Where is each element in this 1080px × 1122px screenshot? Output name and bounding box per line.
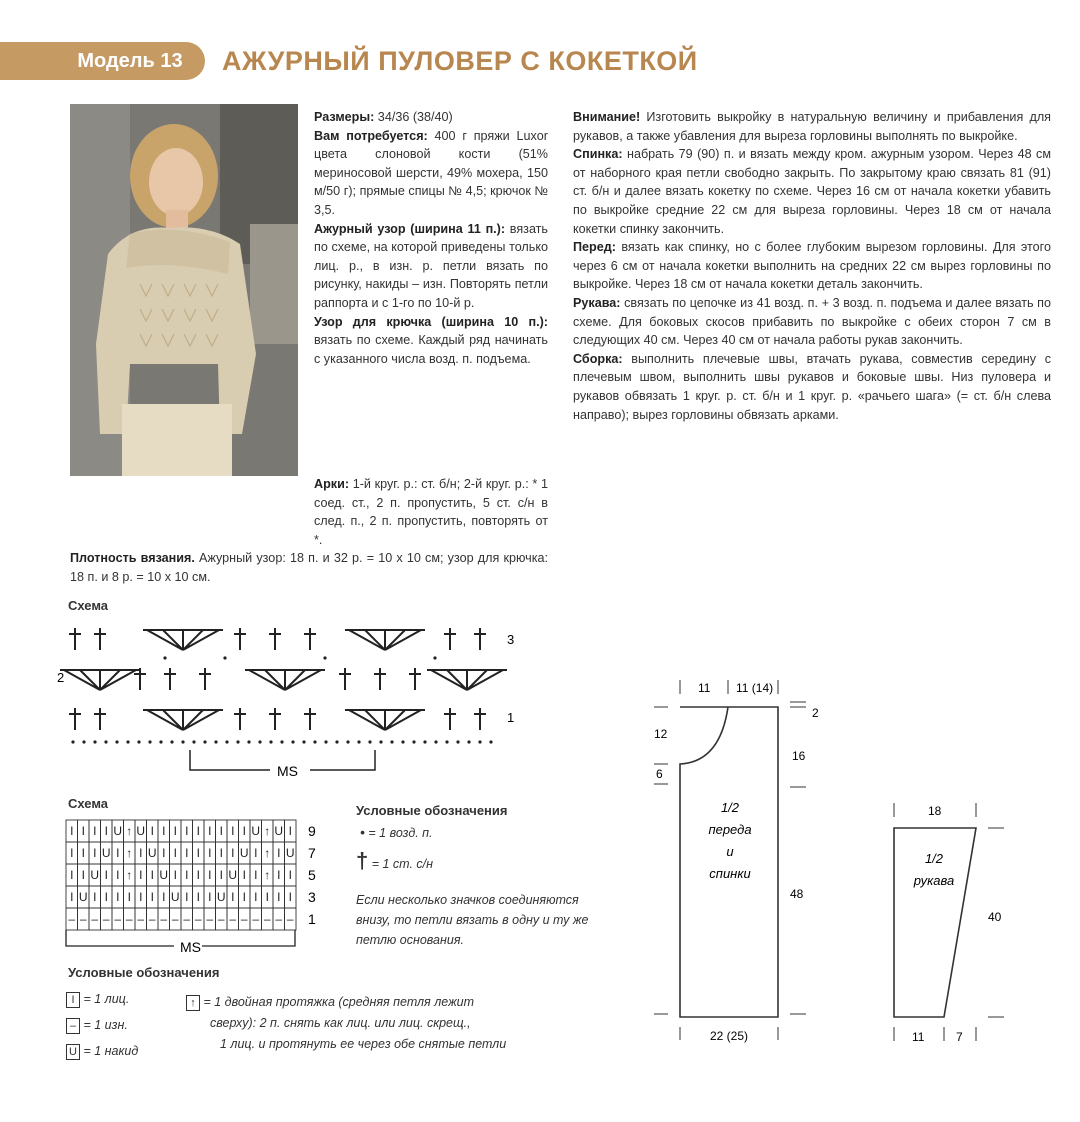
knit-chart-symbol: I — [70, 890, 74, 904]
knit-chart-symbol: – — [68, 912, 76, 926]
density-value: Ажурный узор: 18 п. и 32 р. = 10 х 10 см; узор для крючка: 18 п. и 8 р. = 10 х 10 см. — [70, 551, 548, 584]
header-bar — [0, 42, 58, 80]
knit-chart-symbol: – — [183, 912, 191, 926]
knit-row-7: 7 — [308, 845, 316, 861]
chain-dot-symbol — [192, 740, 195, 743]
chain-dot-symbol — [478, 740, 481, 743]
knit-row-3: 3 — [308, 889, 316, 905]
yarn-over-icon: U — [66, 1044, 80, 1060]
body-label-2: переда — [708, 822, 752, 837]
knit-chart-symbol: I — [254, 868, 258, 882]
chain-dot-symbol — [225, 740, 228, 743]
knit-chart-symbol: ↑ — [126, 846, 133, 860]
fan-stitch-symbol — [245, 670, 325, 690]
chain-dot-symbol — [104, 740, 107, 743]
knit-chart-symbol: I — [254, 846, 258, 860]
knit-stitch-icon: I — [66, 992, 80, 1008]
legend-purl-text: = 1 изн. — [83, 1018, 128, 1032]
legend-yo-row — [66, 1044, 138, 1060]
chain-dot-symbol — [93, 740, 96, 743]
purl-stitch-icon: – — [66, 1018, 80, 1034]
chain-dot-symbol — [236, 740, 239, 743]
double-crochet-symbol — [304, 708, 316, 730]
chain-dot-symbol — [71, 740, 74, 743]
knit-chart-symbol: – — [171, 912, 179, 926]
sleeve-value: связать по цепочке из 41 возд. п. + 3 возд. п. подъема и далее вязать по схеме. Для боковых скосов прибавить по выкройке с обеих сторон 7 см в следующих 40 см. Через 40 см от начала работы рукав закончить. — [573, 295, 1051, 348]
knit-chart-symbol: – — [194, 912, 202, 926]
double-crochet-symbol — [94, 628, 106, 650]
knit-chart-symbol: I — [81, 846, 85, 860]
chain-dot-symbol — [269, 740, 272, 743]
knit-scheme-chart — [62, 818, 332, 958]
knit-chart-symbol: I — [162, 824, 166, 838]
chain-dot-symbol — [82, 740, 85, 743]
knit-chart-symbol: – — [125, 912, 133, 926]
double-crochet-symbol — [94, 708, 106, 730]
fan-stitch-symbol — [143, 710, 223, 730]
knit-chart-symbol: I — [139, 868, 143, 882]
sleeve-pattern — [870, 795, 1020, 1055]
legend-chain-row — [360, 824, 433, 840]
knit-chart-symbol: I — [173, 868, 177, 882]
knit-chart-symbol: I — [185, 868, 189, 882]
knit-chart-symbol: – — [137, 912, 145, 926]
body-pattern — [640, 672, 840, 1052]
knit-chart-symbol: ↑ — [264, 824, 271, 838]
knit-chart-symbol: – — [114, 912, 122, 926]
knit-chart-symbol: ↑ — [126, 868, 133, 882]
sleeve-paragraph — [573, 294, 1051, 350]
sleeve-dim-bottom-left: 11 — [912, 1030, 925, 1044]
sleeve-dim-top: 18 — [928, 804, 942, 818]
knit-chart-symbol: I — [185, 824, 189, 838]
knit-chart-symbol: I — [288, 890, 292, 904]
chain-dot-symbol — [324, 740, 327, 743]
double-crochet-symbol — [134, 668, 146, 690]
assembly-label: Сборка: — [573, 351, 623, 366]
knit-ms-label: MS — [180, 939, 201, 955]
knit-chart-symbol: U — [136, 824, 146, 838]
knit-chart-symbol: I — [288, 824, 292, 838]
legend-decrease-row — [186, 992, 506, 1055]
chain-dot-symbol — [346, 740, 349, 743]
knit-chart-symbol: U — [159, 868, 169, 882]
back-label: Спинка: — [573, 147, 623, 162]
knit-chart-symbol: U — [101, 846, 111, 860]
knit-chart-symbol: I — [208, 890, 212, 904]
knit-chart-symbol: I — [242, 824, 246, 838]
knit-chart-symbol: I — [116, 868, 120, 882]
fan-stitch-symbol — [345, 630, 425, 650]
double-crochet-symbol — [269, 708, 281, 730]
assembly-value: выполнить плечевые швы, втачать рукава, совместив середину с плечевым швом, выполнить швы рукавов и боковые швы. Низ пуловера и рукавов обвязать 1 круг. р. ст. б/н и 1 круг. р. «рачьего шага» (= ст. б/н слева направо); вырез горловины обвязать арками. — [573, 351, 1051, 422]
knit-chart-symbol: U — [78, 890, 88, 904]
double-crochet-symbol-icon: † — [356, 848, 369, 873]
sizes-paragraph — [314, 108, 548, 127]
knit-chart-symbol: U — [239, 846, 249, 860]
chain-dot-symbol — [445, 740, 448, 743]
legend-knit-text: = 1 лиц. — [83, 992, 130, 1006]
knit-chart-symbol: U — [170, 890, 180, 904]
body-dim-2: 2 — [812, 706, 819, 720]
sleeve-label-1: 1/2 — [924, 851, 944, 866]
fan-stitch-symbol — [60, 670, 140, 690]
knit-chart-symbol: I — [150, 890, 154, 904]
body-dim-12: 12 — [654, 727, 668, 741]
arches-paragraph — [70, 475, 548, 549]
knit-chart-symbol: I — [162, 890, 166, 904]
double-crochet-symbol — [69, 708, 81, 730]
knit-chart-symbol: I — [196, 890, 200, 904]
double-crochet-symbol — [444, 628, 456, 650]
knit-chart-symbol: U — [113, 824, 123, 838]
row-label-3: 3 — [507, 632, 515, 647]
knit-chart-symbol: – — [286, 912, 294, 926]
assembly-paragraph — [573, 350, 1051, 424]
knit-chart-symbol: I — [219, 846, 223, 860]
legend-dec-line3: 1 лиц. и протянуть ее через обе снятые петли — [220, 1037, 507, 1051]
double-crochet-symbol — [234, 708, 246, 730]
knit-chart-symbol: I — [265, 890, 269, 904]
chain-dot-symbol — [467, 740, 470, 743]
body-label-1: 1/2 — [720, 800, 740, 815]
double-crochet-symbol — [164, 668, 176, 690]
chain-symbol-icon: • — [360, 824, 365, 840]
sleeve-dim-bottom-right: 7 — [956, 1030, 963, 1044]
front-value: вязать как спинку, но с более глубоким вырезом горловины. Для этого через 6 см от начала кокетки выполнить на средних 22 см вырез горловины по выкройке. Через 18 см от начала кокетки деталь закончить. — [573, 240, 1051, 292]
chain-dot-symbol — [258, 740, 261, 743]
chain-dot-symbol — [159, 740, 162, 743]
knit-chart-symbol: I — [93, 846, 97, 860]
need-paragraph — [314, 127, 548, 220]
attention-value: Изготовить выкройку в натуральную величину и прибавления для рукавов, а также убавления для выреза горловины выполнять по выкройке. — [573, 110, 1051, 143]
knit-chart-symbol: I — [127, 890, 131, 904]
knit-chart-symbol: – — [206, 912, 214, 926]
model-photo — [70, 104, 298, 476]
knit-chart-symbol: I — [231, 846, 235, 860]
page-title: АЖУРНЫЙ ПУЛОВЕР С КОКЕТКОЙ — [222, 46, 698, 76]
body-dim-bottom: 22 (25) — [710, 1029, 749, 1043]
knit-chart-symbol: I — [208, 868, 212, 882]
front-paragraph — [573, 238, 1051, 294]
knit-chart-symbol: U — [216, 890, 226, 904]
chain-dot-symbol — [335, 740, 338, 743]
chain-dot-symbol — [115, 740, 118, 743]
row-label-2: 2 — [57, 670, 65, 685]
knit-chart-symbol: I — [81, 868, 85, 882]
body-dim-48: 48 — [790, 887, 804, 901]
knit-chart-symbol: – — [79, 912, 87, 926]
chain-dot-symbol — [401, 740, 404, 743]
knit-chart-symbol: – — [252, 912, 260, 926]
chain-dot-symbol — [214, 740, 217, 743]
knit-chart-symbol: – — [217, 912, 225, 926]
knit-chart-symbol: – — [275, 912, 283, 926]
knit-chart-symbol: I — [150, 824, 154, 838]
knit-chart-symbol: – — [240, 912, 248, 926]
chain-dot-symbol — [379, 740, 382, 743]
chain-dot-symbol — [412, 740, 415, 743]
knit-chart-symbol: I — [242, 890, 246, 904]
chain-dot-symbol — [390, 740, 393, 743]
body-dim-top-right: 11 (14) — [736, 681, 774, 695]
legend-dc-row — [356, 848, 433, 874]
knit-chart-symbol: I — [104, 890, 108, 904]
knit-chart-symbol: I — [116, 890, 120, 904]
knit-chart-symbol: I — [231, 824, 235, 838]
double-crochet-symbol — [304, 628, 316, 650]
knit-chart-symbol: I — [219, 868, 223, 882]
chain-dot-symbol — [357, 740, 360, 743]
double-decrease-icon: ↑ — [186, 995, 200, 1011]
knit-chart-symbol: I — [162, 846, 166, 860]
crochet-scheme-chart — [55, 618, 525, 783]
chain-dot-symbol — [181, 740, 184, 743]
double-crochet-symbol — [444, 708, 456, 730]
chain-dot-symbol — [323, 656, 326, 659]
knit-chart-symbol: U — [147, 846, 157, 860]
chain-dot-symbol — [423, 740, 426, 743]
row-label-1: 1 — [507, 710, 515, 725]
back-paragraph — [573, 145, 1051, 238]
chain-dot-symbol — [434, 740, 437, 743]
knit-chart-symbol: – — [148, 912, 156, 926]
knit-chart-symbol: U — [274, 824, 284, 838]
knit-chart-symbol: I — [150, 868, 154, 882]
knit-chart-symbol: ↑ — [264, 868, 271, 882]
hook-paragraph — [314, 313, 548, 369]
double-crochet-symbol — [269, 628, 281, 650]
body-outline — [680, 707, 778, 1017]
knit-chart-symbol: I — [288, 868, 292, 882]
body-dim-top-left: 11 — [698, 681, 711, 695]
body-dim-16: 16 — [792, 749, 806, 763]
front-label: Перед: — [573, 240, 616, 255]
ms-label: MS — [277, 763, 298, 779]
lace-value: вязать по схеме, на которой приведены только лиц. р., в изн. р. петли вязать по рисунку, накиды – изн. Повторять петли раппорта и с 1-го по 10-й р. — [314, 221, 548, 310]
knit-chart-symbol: I — [139, 846, 143, 860]
hook-value: вязать по схеме. Каждый ряд начинать с указанного числа возд. п. подъема. — [314, 333, 548, 366]
need-value: 400 г пряжи Luxor цвета слоновой кости (51% мериносовой шерсти, 49% мохера, 150 м/50 г); прямые спицы № 4,5; крючок № 3,5. — [314, 128, 548, 217]
chain-dot-symbol — [203, 740, 206, 743]
knit-chart-symbol: I — [139, 890, 143, 904]
knit-chart-symbol: I — [185, 846, 189, 860]
materials-column — [314, 108, 548, 368]
knit-chart-symbol: I — [208, 824, 212, 838]
sizes-value: 34/36 (38/40) — [374, 110, 453, 124]
chain-dot-symbol — [489, 740, 492, 743]
materials-column-continued — [70, 475, 548, 587]
legend-purl-row — [66, 1018, 128, 1034]
knit-chart-symbol: I — [70, 846, 74, 860]
lace-label: Ажурный узор (ширина 11 п.): — [314, 221, 506, 236]
knit-chart-symbol: I — [104, 824, 108, 838]
chain-dot-symbol — [313, 740, 316, 743]
chain-dot-symbol — [302, 740, 305, 743]
model-photo-illustration — [70, 104, 298, 476]
double-crochet-symbol — [374, 668, 386, 690]
attention-paragraph — [573, 108, 1051, 145]
chain-dot-symbol — [433, 656, 436, 659]
double-crochet-symbol — [474, 708, 486, 730]
legend-dec-line2: сверху): 2 п. снять как лиц. или лиц. скрещ., — [210, 1016, 471, 1030]
chain-dot-symbol — [126, 740, 129, 743]
chain-dot-symbol — [163, 656, 166, 659]
knit-chart-symbol: ↑ — [264, 846, 271, 860]
legend-dc-text: = 1 ст. с/н — [371, 857, 434, 871]
knit-chart-symbol: I — [93, 890, 97, 904]
knit-row-1: 1 — [308, 911, 316, 927]
crochet-legend-title: Условные обозначения — [356, 803, 508, 818]
knit-chart-symbol: I — [116, 846, 120, 860]
body-label-4: спинки — [709, 866, 751, 881]
knit-chart-symbol: I — [196, 846, 200, 860]
knit-chart-symbol: I — [208, 846, 212, 860]
legend-yo-text: = 1 накид — [83, 1044, 139, 1058]
chain-dot-symbol — [223, 656, 226, 659]
knit-scheme-caption: Схема — [68, 796, 109, 811]
knit-chart-symbol: U — [285, 846, 295, 860]
knit-chart-symbol: I — [70, 824, 74, 838]
knit-chart-symbol: – — [229, 912, 237, 926]
knit-chart-symbol: I — [196, 824, 200, 838]
knit-chart-symbol: I — [70, 868, 74, 882]
arches-value: 1-й круг. р.: ст. б/н; 2-й круг. р.: * 1 соед. ст., 2 п. пропустить, 5 ст. с/н в след. п., 2 п. пропустить, повторять от *. — [314, 477, 548, 547]
knit-chart-symbol: U — [90, 868, 100, 882]
double-crochet-symbol — [339, 668, 351, 690]
legend-note: Если несколько значков соединяются внизу, то петли вязать в одну и ту же петлю основания. — [356, 893, 589, 947]
legend-chain-text: = 1 возд. п. — [368, 826, 433, 840]
fan-stitch-symbol — [345, 710, 425, 730]
sleeve-label: Рукава: — [573, 295, 621, 310]
double-crochet-symbol — [409, 668, 421, 690]
knit-chart-symbol: I — [104, 868, 108, 882]
attention-label: Внимание! — [573, 110, 641, 124]
chain-dot-symbol — [368, 740, 371, 743]
chain-dot-symbol — [291, 740, 294, 743]
knit-chart-symbol: I — [196, 868, 200, 882]
chain-dot-symbol — [456, 740, 459, 743]
lace-paragraph — [314, 220, 548, 313]
sizes-label: Размеры: — [314, 110, 375, 124]
chain-dot-symbol — [280, 740, 283, 743]
chain-dot-symbol — [247, 740, 250, 743]
knit-chart-symbol: U — [228, 868, 238, 882]
fan-stitch-symbol — [427, 670, 507, 690]
sleeve-label-2: рукава — [913, 873, 955, 888]
knit-chart-symbol: I — [277, 890, 281, 904]
knit-chart-symbol: U — [251, 824, 261, 838]
chain-dot-symbol — [170, 740, 173, 743]
crochet-scheme-caption: Схема — [68, 598, 109, 613]
double-crochet-symbol — [199, 668, 211, 690]
body-label-3: и — [726, 844, 734, 859]
knit-chart-symbol: I — [173, 824, 177, 838]
knit-chart-symbol: I — [242, 868, 246, 882]
legend-knit-row — [66, 992, 129, 1008]
knit-chart-symbol: I — [254, 890, 258, 904]
knit-chart-symbol: I — [81, 824, 85, 838]
knit-chart-symbol: ↑ — [126, 824, 133, 838]
knit-chart-symbol: I — [219, 824, 223, 838]
knit-chart-symbol: – — [160, 912, 168, 926]
arches-label: Арки: — [314, 477, 350, 491]
density-label: Плотность вязания. — [70, 551, 195, 566]
knit-row-9: 9 — [308, 823, 316, 839]
knit-chart-symbol: – — [91, 912, 99, 926]
chain-dot-symbol — [137, 740, 140, 743]
legend-dec-line1: = 1 двойная протяжка (средняя петля лежит — [203, 995, 475, 1009]
knit-chart-symbol: I — [93, 824, 97, 838]
knit-legend-title: Условные обозначения — [68, 965, 220, 980]
knit-chart-symbol: I — [277, 846, 281, 860]
fan-stitch-symbol — [143, 630, 223, 650]
body-dim-6: 6 — [656, 767, 663, 781]
need-label: Вам потребуется: — [314, 128, 428, 143]
chain-dot-symbol — [148, 740, 151, 743]
knit-chart-symbol: I — [185, 890, 189, 904]
double-crochet-symbol — [474, 628, 486, 650]
instructions-column — [573, 108, 1051, 424]
knit-row-5: 5 — [308, 867, 316, 883]
knit-chart-symbol: I — [231, 890, 235, 904]
density-paragraph — [70, 549, 548, 586]
sleeve-dim-side: 40 — [988, 910, 1002, 924]
knit-chart-symbol: I — [173, 846, 177, 860]
double-crochet-symbol — [69, 628, 81, 650]
model-badge: Модель 13 — [55, 42, 205, 80]
hook-label: Узор для крючка (ширина 10 п.): — [314, 314, 548, 329]
back-value: набрать 79 (90) п. и вязать между кром. ажурным узором. Через 48 см от наборного края петли свободно закрыть. По закрытому краю связать 81 (91) ст. б/н и далее вязать кокетку по схеме. Через 16 см от начала кокетки убавить по выкройке средние 22 см для выреза горловины. Через 18 см от начала кокетки спинку закончить. — [573, 147, 1051, 236]
knit-chart-symbol: I — [277, 868, 281, 882]
double-crochet-symbol — [234, 628, 246, 650]
knit-chart-symbol: – — [263, 912, 271, 926]
knit-chart-symbol: – — [102, 912, 110, 926]
